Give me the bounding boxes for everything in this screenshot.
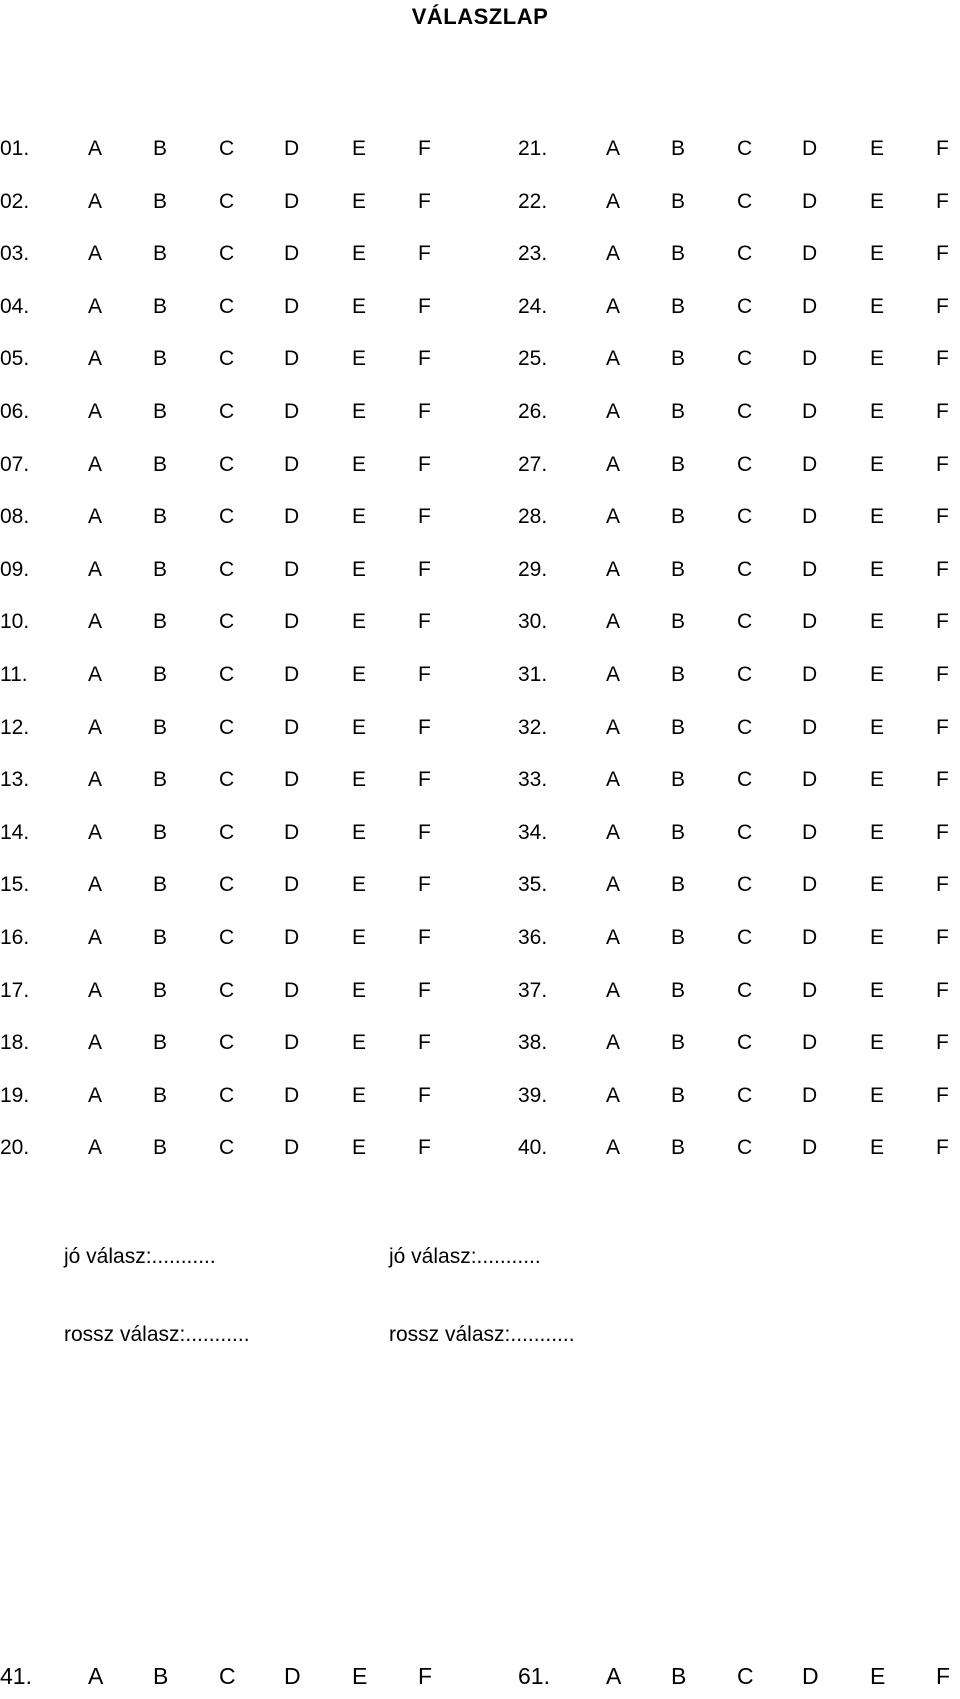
answer-option-c[interactable]: C: [737, 190, 753, 213]
answer-option-e[interactable]: E: [870, 137, 885, 160]
answer-option-b[interactable]: B: [153, 716, 168, 739]
answer-option-e[interactable]: E: [352, 1084, 367, 1107]
answer-option-d[interactable]: D: [802, 610, 818, 633]
answer-option-f[interactable]: F: [418, 610, 431, 633]
answer-option-e[interactable]: E: [352, 979, 367, 1002]
answer-option-a[interactable]: A: [88, 558, 103, 581]
question-number: 12.: [0, 716, 30, 739]
answer-option-e[interactable]: E: [352, 400, 367, 423]
answer-option-c[interactable]: C: [737, 663, 753, 686]
answer-option-a[interactable]: A: [88, 1031, 103, 1054]
answer-option-e[interactable]: E: [870, 190, 885, 213]
answer-option-c[interactable]: C: [219, 610, 235, 633]
answer-option-e[interactable]: E: [352, 242, 367, 265]
answer-option-f[interactable]: F: [936, 295, 949, 318]
answer-option-d[interactable]: D: [802, 190, 818, 213]
answer-option-e[interactable]: E: [870, 926, 885, 949]
answer-option-b[interactable]: B: [153, 873, 168, 896]
answer-option-b[interactable]: B: [671, 558, 686, 581]
answer-option-e[interactable]: E: [870, 663, 885, 686]
answer-option-a[interactable]: A: [88, 979, 103, 1002]
answer-option-e[interactable]: E: [870, 242, 885, 265]
answer-option-c[interactable]: C: [737, 1663, 754, 1689]
answer-option-f[interactable]: F: [418, 558, 431, 581]
question-number: 07.: [0, 453, 30, 476]
answer-option-d[interactable]: D: [284, 926, 300, 949]
answer-option-f[interactable]: F: [936, 716, 949, 739]
question-number: 22.: [518, 190, 548, 213]
answer-option-a[interactable]: A: [606, 505, 621, 528]
answer-option-b[interactable]: B: [671, 1663, 687, 1689]
answer-option-e[interactable]: E: [352, 453, 367, 476]
answer-option-e[interactable]: E: [870, 558, 885, 581]
answer-option-c[interactable]: C: [737, 505, 753, 528]
answer-option-d[interactable]: D: [802, 558, 818, 581]
question-number: 39.: [518, 1084, 548, 1107]
answer-option-f[interactable]: F: [418, 400, 431, 423]
answer-option-d[interactable]: D: [284, 768, 300, 791]
answer-option-b[interactable]: B: [153, 558, 168, 581]
answer-option-f[interactable]: F: [418, 979, 431, 1002]
question-number: 36.: [518, 926, 548, 949]
answer-option-d[interactable]: D: [802, 453, 818, 476]
question-number: 13.: [0, 768, 30, 791]
answer-option-f[interactable]: F: [936, 873, 949, 896]
answer-option-b[interactable]: B: [153, 821, 168, 844]
answer-option-f[interactable]: F: [418, 1136, 431, 1159]
answer-option-b[interactable]: B: [671, 1136, 686, 1159]
answer-option-d[interactable]: D: [284, 558, 300, 581]
answer-option-a[interactable]: A: [88, 768, 103, 791]
answer-option-e[interactable]: E: [870, 400, 885, 423]
tally-right-wrong: rossz válasz:...........: [389, 1323, 575, 1346]
answer-option-a[interactable]: A: [88, 190, 103, 213]
answer-option-e[interactable]: E: [870, 1031, 885, 1054]
answer-option-f[interactable]: F: [418, 347, 431, 370]
answer-option-f[interactable]: F: [936, 1031, 949, 1054]
answer-option-f[interactable]: F: [418, 873, 431, 896]
answer-option-c[interactable]: C: [737, 400, 753, 423]
answer-option-d[interactable]: D: [802, 347, 818, 370]
answer-option-c[interactable]: C: [737, 979, 753, 1002]
answer-option-c[interactable]: C: [219, 137, 235, 160]
answer-option-f[interactable]: F: [936, 558, 949, 581]
answer-option-d[interactable]: D: [802, 821, 818, 844]
answer-option-e[interactable]: E: [352, 190, 367, 213]
answer-option-a[interactable]: A: [88, 505, 103, 528]
answer-option-b[interactable]: B: [153, 347, 168, 370]
tally-left-wrong: rossz válasz:...........: [64, 1323, 250, 1346]
answer-option-b[interactable]: B: [671, 979, 686, 1002]
question-number: 05.: [0, 347, 30, 370]
answer-option-e[interactable]: E: [870, 979, 885, 1002]
answer-option-b[interactable]: B: [671, 137, 686, 160]
answer-option-b[interactable]: B: [671, 768, 686, 791]
answer-option-d[interactable]: D: [802, 716, 818, 739]
answer-option-d[interactable]: D: [802, 1031, 818, 1054]
answer-option-a[interactable]: A: [606, 1084, 621, 1107]
answer-option-f[interactable]: F: [418, 1031, 431, 1054]
answer-option-d[interactable]: D: [802, 768, 818, 791]
answer-option-b[interactable]: B: [153, 610, 168, 633]
answer-option-b[interactable]: B: [153, 137, 168, 160]
answer-option-c[interactable]: C: [219, 1084, 235, 1107]
answer-option-e[interactable]: E: [352, 610, 367, 633]
answer-option-a[interactable]: A: [88, 242, 103, 265]
answer-option-a[interactable]: A: [88, 137, 103, 160]
answer-option-c[interactable]: C: [219, 295, 235, 318]
answer-option-c[interactable]: C: [219, 1136, 235, 1159]
answer-option-d[interactable]: D: [802, 137, 818, 160]
answer-option-d[interactable]: D: [284, 1663, 301, 1689]
answer-option-d[interactable]: D: [284, 453, 300, 476]
answer-option-c[interactable]: C: [219, 453, 235, 476]
answer-option-d[interactable]: D: [284, 400, 300, 423]
answer-option-f[interactable]: F: [936, 768, 949, 791]
question-number: 20.: [0, 1136, 30, 1159]
answer-option-e[interactable]: E: [352, 873, 367, 896]
answer-option-b[interactable]: B: [671, 873, 686, 896]
answer-option-a[interactable]: A: [606, 558, 621, 581]
page-title: VÁLASZLAP: [411, 4, 549, 29]
answer-option-a[interactable]: A: [88, 716, 103, 739]
answer-option-f[interactable]: F: [936, 505, 949, 528]
answer-option-d[interactable]: D: [802, 873, 818, 896]
answer-option-b[interactable]: B: [671, 716, 686, 739]
answer-option-e[interactable]: E: [870, 610, 885, 633]
question-number: 35.: [518, 873, 548, 896]
question-number: 61.: [518, 1663, 550, 1689]
answer-option-e[interactable]: E: [352, 558, 367, 581]
answer-option-c[interactable]: C: [737, 1031, 753, 1054]
answer-option-c[interactable]: C: [737, 821, 753, 844]
answer-option-a[interactable]: A: [606, 1136, 621, 1159]
answer-option-c[interactable]: C: [219, 926, 235, 949]
question-number: 02.: [0, 190, 30, 213]
answer-option-d[interactable]: D: [802, 1084, 818, 1107]
answer-option-b[interactable]: B: [153, 505, 168, 528]
question-number: 28.: [518, 505, 548, 528]
answer-option-b[interactable]: B: [153, 1031, 168, 1054]
question-number: 03.: [0, 242, 30, 265]
answer-option-a[interactable]: A: [606, 926, 621, 949]
answer-option-a[interactable]: A: [88, 347, 103, 370]
answer-option-f[interactable]: F: [936, 137, 949, 160]
answer-option-a[interactable]: A: [88, 821, 103, 844]
answer-option-e[interactable]: E: [352, 768, 367, 791]
tally-right-correct: jó válasz:...........: [389, 1245, 541, 1268]
answer-option-e[interactable]: E: [870, 768, 885, 791]
answer-option-e[interactable]: E: [870, 821, 885, 844]
answer-option-a[interactable]: A: [606, 137, 621, 160]
answer-option-d[interactable]: D: [802, 242, 818, 265]
answer-option-a[interactable]: A: [606, 1663, 622, 1689]
question-number: 41.: [0, 1663, 32, 1689]
answer-option-c[interactable]: C: [219, 716, 235, 739]
answer-option-d[interactable]: D: [802, 1136, 818, 1159]
answer-option-c[interactable]: C: [737, 347, 753, 370]
answer-option-e[interactable]: E: [352, 1136, 367, 1159]
answer-option-f[interactable]: F: [936, 663, 949, 686]
answer-option-a[interactable]: A: [88, 873, 103, 896]
answer-option-c[interactable]: C: [219, 190, 235, 213]
question-number: 06.: [0, 400, 30, 423]
question-number: 30.: [518, 610, 548, 633]
answer-option-d[interactable]: D: [284, 979, 300, 1002]
answer-option-f[interactable]: F: [936, 1084, 949, 1107]
answer-option-d[interactable]: D: [284, 1084, 300, 1107]
question-number: 10.: [0, 610, 30, 633]
answer-option-b[interactable]: B: [153, 1663, 169, 1689]
answer-option-d[interactable]: D: [284, 610, 300, 633]
question-number: 08.: [0, 505, 30, 528]
answer-option-e[interactable]: E: [870, 453, 885, 476]
answer-option-f[interactable]: F: [418, 137, 431, 160]
answer-option-c[interactable]: C: [737, 295, 753, 318]
answer-option-a[interactable]: A: [606, 453, 621, 476]
question-number: 32.: [518, 716, 548, 739]
answer-option-b[interactable]: B: [671, 295, 686, 318]
answer-option-d[interactable]: D: [284, 242, 300, 265]
answer-option-f[interactable]: F: [418, 242, 431, 265]
answer-option-e[interactable]: E: [352, 347, 367, 370]
question-number: 34.: [518, 821, 548, 844]
answer-option-b[interactable]: B: [671, 610, 686, 633]
answer-option-f[interactable]: F: [418, 1663, 433, 1689]
answer-option-b[interactable]: B: [671, 453, 686, 476]
question-number: 40.: [518, 1136, 548, 1159]
answer-option-d[interactable]: D: [284, 873, 300, 896]
answer-option-c[interactable]: C: [737, 1136, 753, 1159]
answer-option-c[interactable]: C: [737, 558, 753, 581]
answer-option-c[interactable]: C: [219, 768, 235, 791]
answer-option-d[interactable]: D: [284, 347, 300, 370]
answer-option-d[interactable]: D: [284, 295, 300, 318]
answer-option-b[interactable]: B: [671, 821, 686, 844]
answer-option-f[interactable]: F: [936, 610, 949, 633]
answer-option-c[interactable]: C: [737, 1084, 753, 1107]
question-number: 29.: [518, 558, 548, 581]
answer-option-a[interactable]: A: [606, 716, 621, 739]
answer-option-b[interactable]: B: [153, 768, 168, 791]
answer-option-a[interactable]: A: [606, 347, 621, 370]
answer-option-c[interactable]: C: [737, 610, 753, 633]
answer-option-a[interactable]: A: [606, 821, 621, 844]
answer-option-c[interactable]: C: [737, 242, 753, 265]
answer-option-a[interactable]: A: [606, 1031, 621, 1054]
answer-option-d[interactable]: D: [284, 663, 300, 686]
answer-option-b[interactable]: B: [153, 190, 168, 213]
answer-option-a[interactable]: A: [606, 610, 621, 633]
question-number: 27.: [518, 453, 548, 476]
answer-option-a[interactable]: A: [606, 979, 621, 1002]
answer-option-a[interactable]: A: [88, 610, 103, 633]
answer-option-f[interactable]: F: [418, 453, 431, 476]
answer-option-d[interactable]: D: [284, 190, 300, 213]
answer-option-d[interactable]: D: [802, 1663, 819, 1689]
answer-option-f[interactable]: F: [936, 190, 949, 213]
answer-option-f[interactable]: F: [936, 821, 949, 844]
answer-option-c[interactable]: C: [219, 1031, 235, 1054]
answer-option-c[interactable]: C: [737, 873, 753, 896]
answer-option-c[interactable]: C: [219, 821, 235, 844]
answer-option-c[interactable]: C: [737, 926, 753, 949]
answer-option-b[interactable]: B: [671, 347, 686, 370]
answer-option-d[interactable]: D: [802, 663, 818, 686]
answer-option-b[interactable]: B: [671, 926, 686, 949]
question-number: 14.: [0, 821, 30, 844]
answer-option-f[interactable]: F: [418, 1084, 431, 1107]
answer-option-f[interactable]: F: [418, 295, 431, 318]
answer-option-e[interactable]: E: [352, 663, 367, 686]
answer-option-e[interactable]: E: [352, 821, 367, 844]
answer-option-d[interactable]: D: [284, 137, 300, 160]
answer-option-e[interactable]: E: [352, 295, 367, 318]
answer-option-e[interactable]: E: [870, 505, 885, 528]
answer-option-b[interactable]: B: [671, 1084, 686, 1107]
tally-left-correct: jó válasz:...........: [64, 1245, 216, 1268]
answer-option-e[interactable]: E: [870, 1136, 885, 1159]
answer-option-e[interactable]: E: [870, 716, 885, 739]
answer-option-f[interactable]: F: [936, 1136, 949, 1159]
answer-option-f[interactable]: F: [936, 979, 949, 1002]
answer-option-b[interactable]: B: [153, 400, 168, 423]
answer-option-b[interactable]: B: [153, 1084, 168, 1107]
answer-option-c[interactable]: C: [737, 453, 753, 476]
answer-option-c[interactable]: C: [219, 505, 235, 528]
answer-option-f[interactable]: F: [936, 242, 949, 265]
question-number: 01.: [0, 137, 30, 160]
answer-option-d[interactable]: D: [802, 295, 818, 318]
answer-option-e[interactable]: E: [352, 926, 367, 949]
question-number: 31.: [518, 663, 548, 686]
answer-option-f[interactable]: F: [936, 400, 949, 423]
question-number: 23.: [518, 242, 548, 265]
answer-option-b[interactable]: B: [153, 926, 168, 949]
answer-option-f[interactable]: F: [418, 663, 431, 686]
answer-option-a[interactable]: A: [88, 453, 103, 476]
answer-option-c[interactable]: C: [737, 716, 753, 739]
answer-option-f[interactable]: F: [418, 716, 431, 739]
answer-option-c[interactable]: C: [219, 873, 235, 896]
answer-option-e[interactable]: E: [870, 1663, 886, 1689]
answer-option-e[interactable]: E: [352, 716, 367, 739]
question-number: 16.: [0, 926, 30, 949]
answer-option-b[interactable]: B: [671, 190, 686, 213]
answer-option-d[interactable]: D: [284, 821, 300, 844]
answer-option-a[interactable]: A: [606, 295, 621, 318]
answer-option-e[interactable]: E: [870, 295, 885, 318]
answer-option-e[interactable]: E: [352, 505, 367, 528]
answer-option-c[interactable]: C: [219, 400, 235, 423]
answer-option-a[interactable]: A: [606, 400, 621, 423]
answer-option-d[interactable]: D: [802, 979, 818, 1002]
answer-option-a[interactable]: A: [88, 1663, 104, 1689]
answer-option-f[interactable]: F: [936, 453, 949, 476]
answer-option-f[interactable]: F: [418, 821, 431, 844]
answer-option-e[interactable]: E: [352, 137, 367, 160]
question-number: 25.: [518, 347, 548, 370]
answer-option-e[interactable]: E: [870, 873, 885, 896]
answer-option-a[interactable]: A: [606, 663, 621, 686]
answer-option-c[interactable]: C: [219, 663, 235, 686]
answer-option-d[interactable]: D: [284, 1136, 300, 1159]
answer-option-a[interactable]: A: [88, 295, 103, 318]
answer-option-d[interactable]: D: [802, 926, 818, 949]
answer-option-a[interactable]: A: [606, 242, 621, 265]
answer-option-b[interactable]: B: [671, 505, 686, 528]
question-number: 33.: [518, 768, 548, 791]
answer-option-e[interactable]: E: [870, 347, 885, 370]
question-number: 26.: [518, 400, 548, 423]
answer-option-c[interactable]: C: [219, 979, 235, 1002]
answer-option-c[interactable]: C: [219, 1663, 236, 1689]
answer-option-f[interactable]: F: [418, 505, 431, 528]
answer-option-b[interactable]: B: [153, 295, 168, 318]
answer-option-e[interactable]: E: [352, 1031, 367, 1054]
question-number: 04.: [0, 295, 30, 318]
answer-option-b[interactable]: B: [671, 663, 686, 686]
answer-option-b[interactable]: B: [671, 400, 686, 423]
answer-option-f[interactable]: F: [936, 926, 949, 949]
answer-option-a[interactable]: A: [606, 873, 621, 896]
answer-option-f[interactable]: F: [418, 190, 431, 213]
answer-option-c[interactable]: C: [737, 768, 753, 791]
question-number: 17.: [0, 979, 30, 1002]
question-number: 19.: [0, 1084, 30, 1107]
answer-option-f[interactable]: F: [936, 347, 949, 370]
answer-option-f[interactable]: F: [418, 768, 431, 791]
answer-option-c[interactable]: C: [219, 558, 235, 581]
answer-option-a[interactable]: A: [88, 1084, 103, 1107]
answer-option-a[interactable]: A: [606, 768, 621, 791]
answer-option-d[interactable]: D: [284, 716, 300, 739]
answer-option-c[interactable]: C: [219, 242, 235, 265]
question-number: 21.: [518, 137, 548, 160]
answer-option-f[interactable]: F: [936, 1663, 951, 1689]
answer-option-d[interactable]: D: [802, 505, 818, 528]
question-number: 24.: [518, 295, 548, 318]
answer-option-b[interactable]: B: [153, 1136, 168, 1159]
answer-option-a[interactable]: A: [88, 926, 103, 949]
answer-option-b[interactable]: B: [671, 242, 686, 265]
answer-option-a[interactable]: A: [606, 190, 621, 213]
answer-option-f[interactable]: F: [418, 926, 431, 949]
answer-option-e[interactable]: E: [870, 1084, 885, 1107]
answer-option-b[interactable]: B: [671, 1031, 686, 1054]
answer-option-a[interactable]: A: [88, 663, 103, 686]
answer-option-c[interactable]: C: [737, 137, 753, 160]
answer-option-e[interactable]: E: [352, 1663, 368, 1689]
answer-option-d[interactable]: D: [284, 1031, 300, 1054]
answer-option-b[interactable]: B: [153, 242, 168, 265]
question-number: 11.: [0, 663, 28, 686]
question-number: 37.: [518, 979, 548, 1002]
question-number: 15.: [0, 873, 30, 896]
answer-option-c[interactable]: C: [219, 347, 235, 370]
answer-option-d[interactable]: D: [802, 400, 818, 423]
answer-option-b[interactable]: B: [153, 663, 168, 686]
question-number: 09.: [0, 558, 30, 581]
answer-option-b[interactable]: B: [153, 453, 168, 476]
answer-option-d[interactable]: D: [284, 505, 300, 528]
answer-option-a[interactable]: A: [88, 1136, 103, 1159]
question-number: 18.: [0, 1031, 30, 1054]
answer-option-b[interactable]: B: [153, 979, 168, 1002]
answer-option-a[interactable]: A: [88, 400, 103, 423]
question-number: 38.: [518, 1031, 548, 1054]
